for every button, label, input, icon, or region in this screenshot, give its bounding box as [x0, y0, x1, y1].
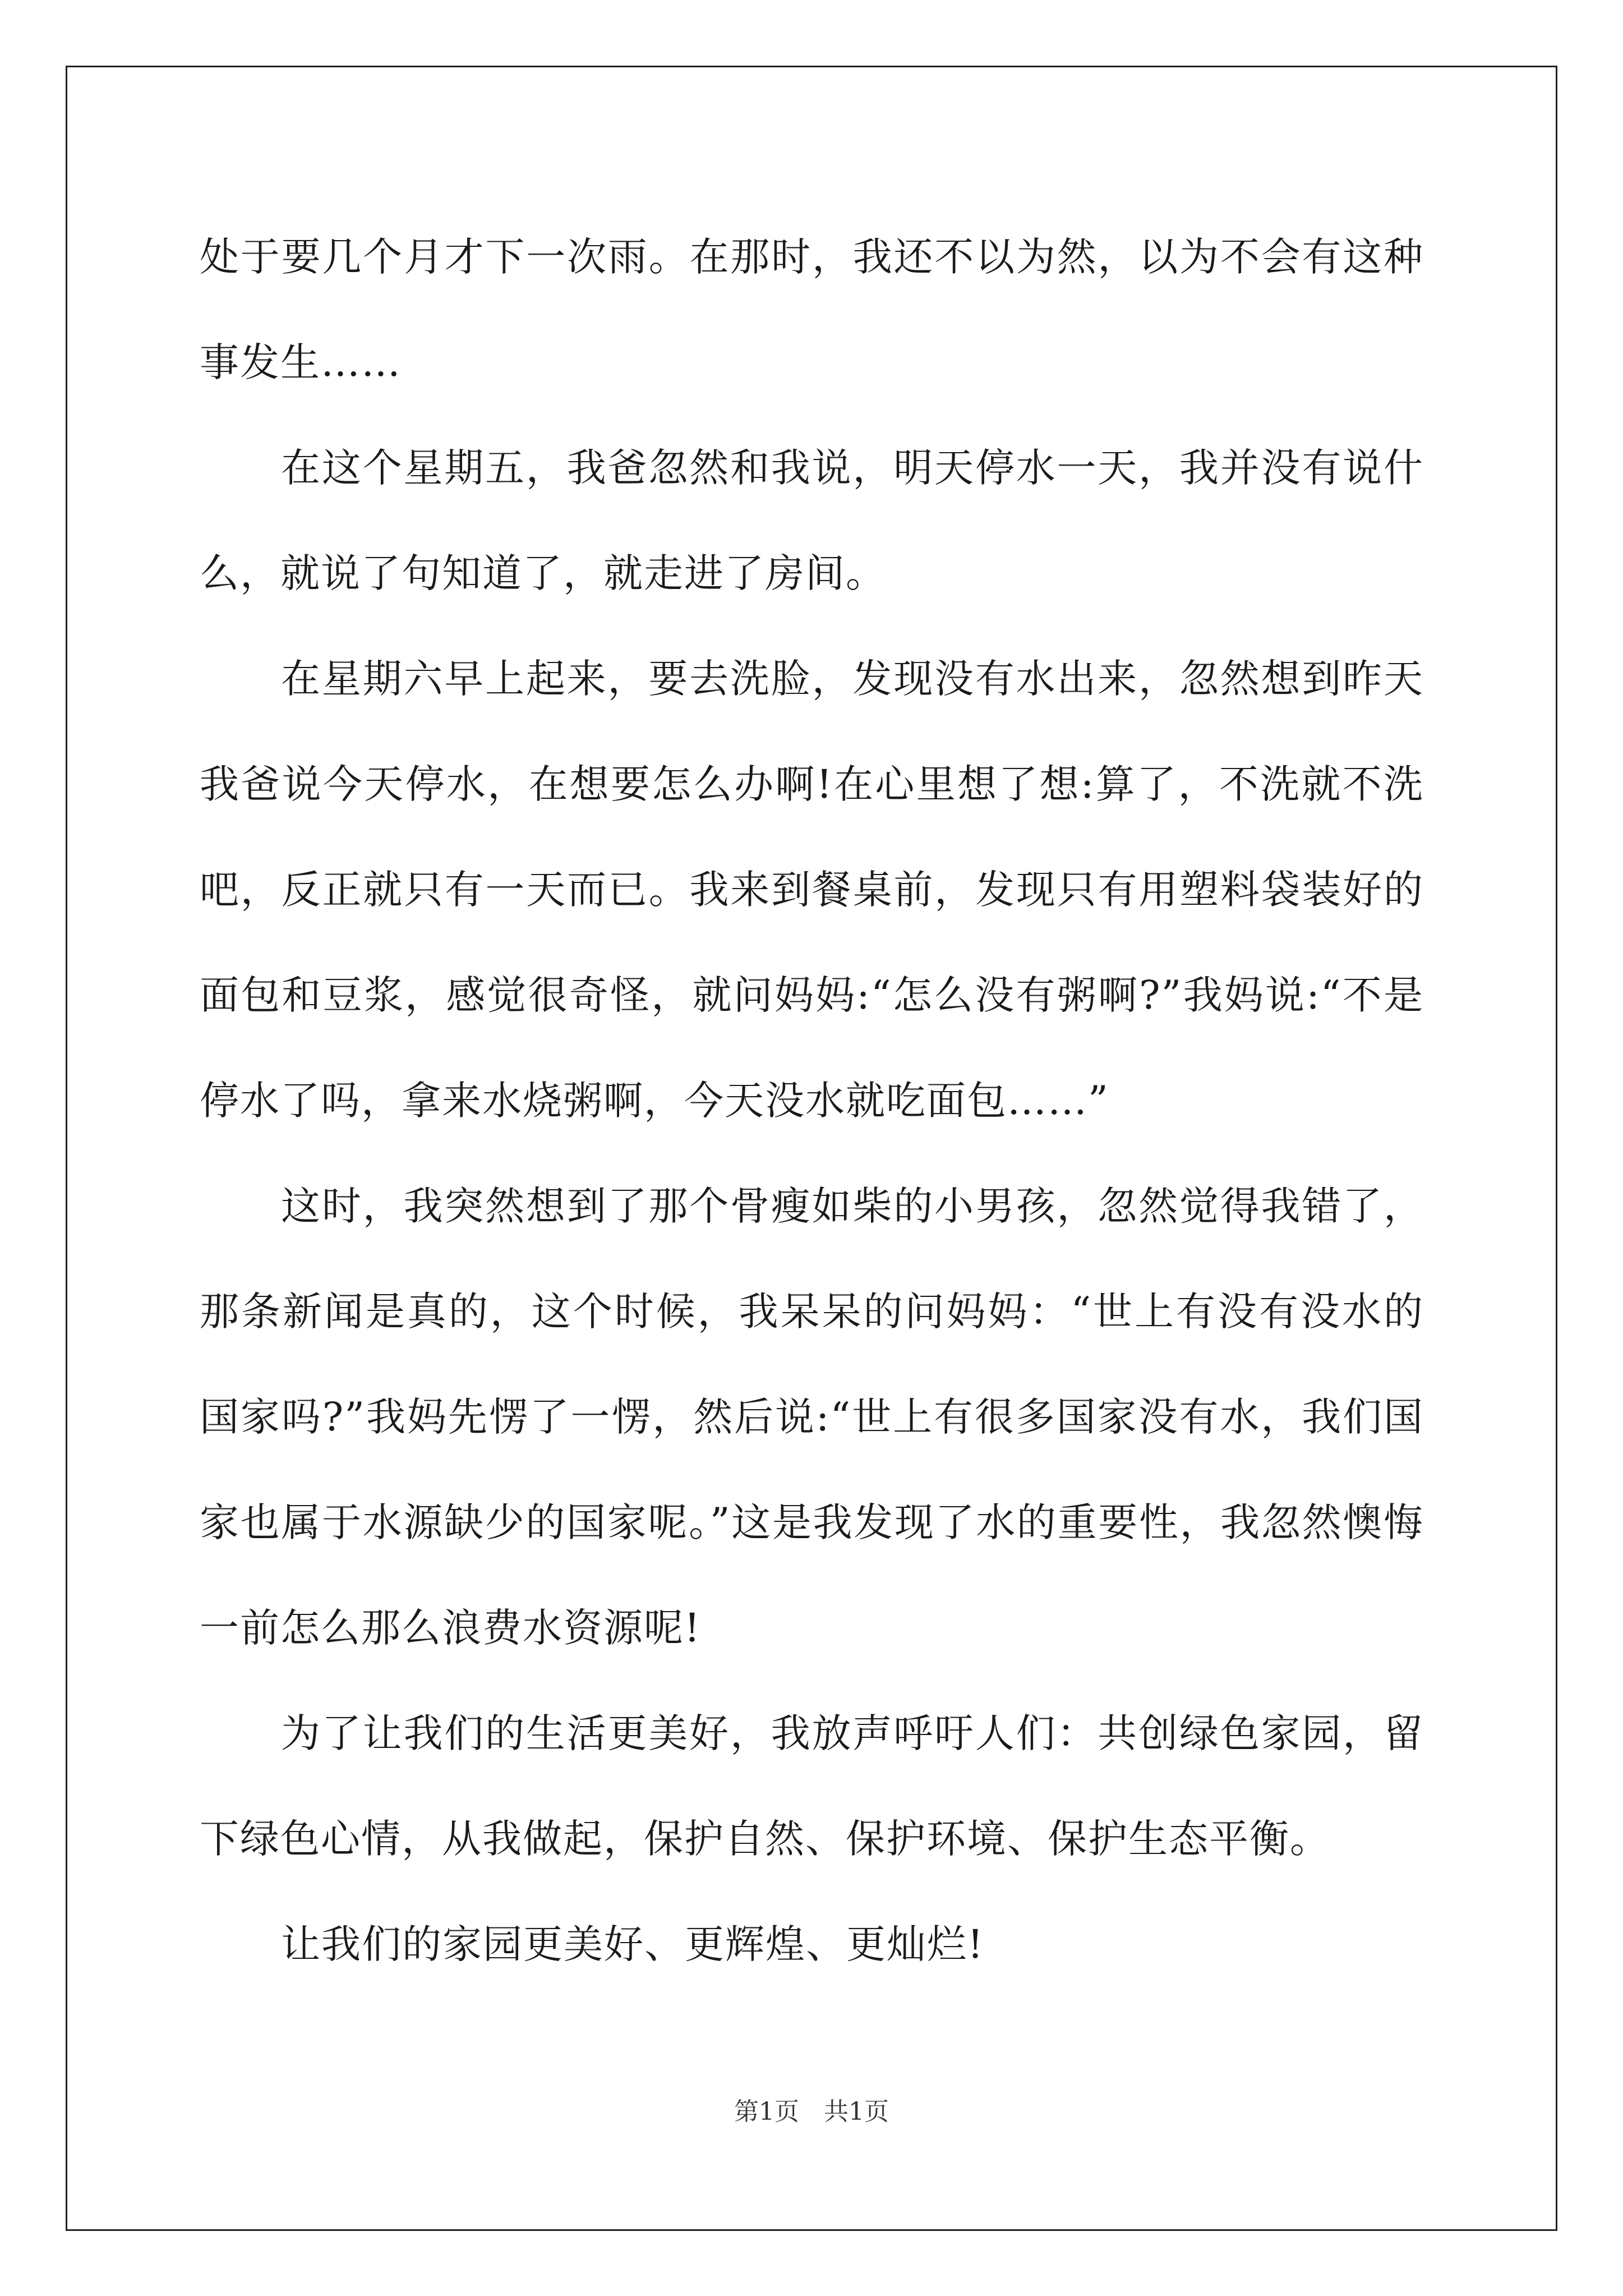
paragraph: 在星期六早上起来，要去洗脸，发现没有水出来，忽然想到昨天我爸说今天停水，在想要怎么办啊!在心里想了想:算了，不洗就不洗吧，反正就只有一天而已。我来到餐桌前，发现只有用塑料袋装好的面包和豆浆，感觉很奇怪，就问妈妈:“怎么没有粥啊?”我妈说:“不是停水了吗，拿来水烧粥啊，今天没水就吃面包……”: [200, 656, 1424, 1124]
paragraph: 为了让我们的生活更美好，我放声呼吁人们：共创绿色家园，留下绿色心情，从我做起，保护自然、保护环境、保护生态平衡。: [200, 1710, 1424, 1862]
paragraph: 让我们的家园更美好、更辉煌、更灿烂!: [281, 1921, 985, 1967]
page-number-footer: 第1页 共1页: [734, 2097, 889, 2126]
document-body: [200, 204, 1424, 1997]
paragraph: 处于要几个月才下一次雨。在那时，我还不以为然，以为不会有这种事发生……: [200, 234, 1424, 385]
paragraph: 这时，我突然想到了那个骨瘦如柴的小男孩，忽然觉得我错了，那条新闻是真的，这个时候，我呆呆的问妈妈：“世上有没有没水的国家吗?”我妈先愣了一愣，然后说:“世上有很多国家没有水，我们国家也属于水源缺少的国家呢。”这是我发现了水的重要性，我忽然懊悔一前怎么那么浪费水资源呢!: [200, 1183, 1424, 1651]
paragraph: 在这个星期五，我爸忽然和我说，明天停水一天，我并没有说什么，就说了句知道了，就走进了房间。: [200, 445, 1424, 596]
